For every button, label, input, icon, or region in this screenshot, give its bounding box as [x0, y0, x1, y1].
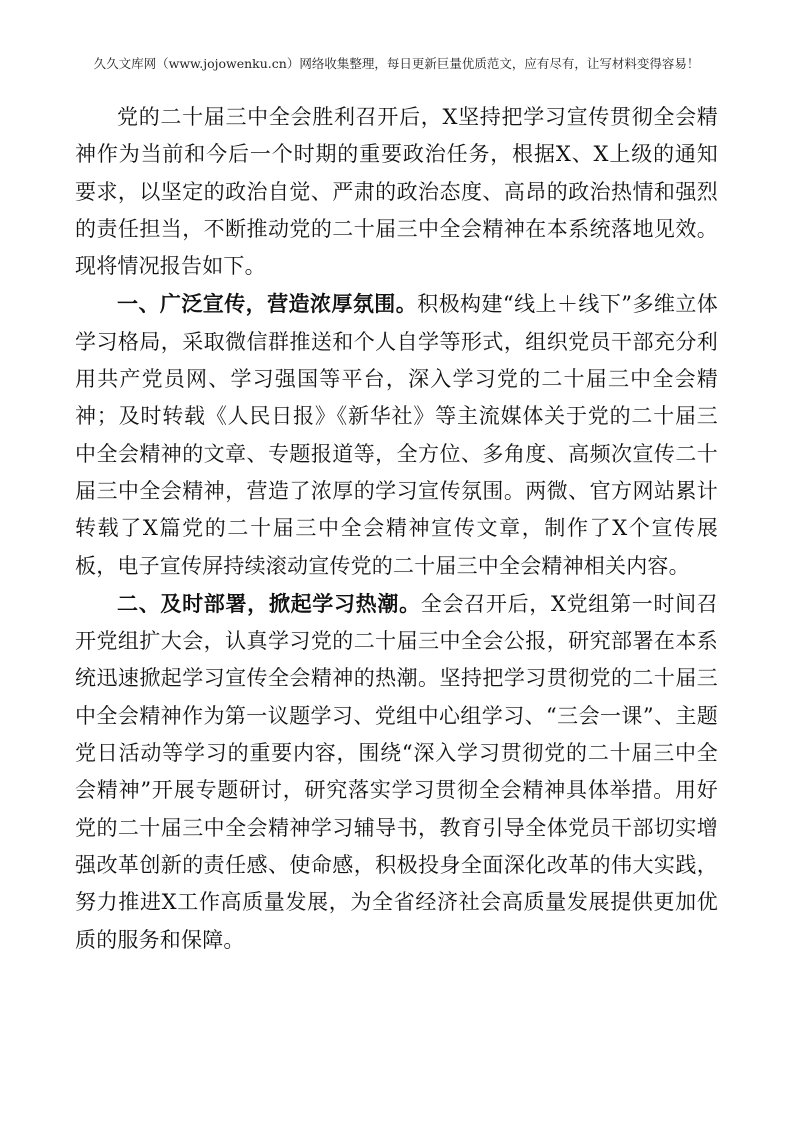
section-2-text: 全会召开后，X党组第一时间召开党组扩大会，认真学习党的二十届三中全会公报，研究部署在本系统迅速掀起学习宣传全会精神的热潮。坚持把学习贯彻党的二十届三中全会精神作为第一议题学习、党组中心组学习、“三会一课”、主题党日活动等学习的重要内容，围绕“深入学习贯彻党的二十届三中全会精神”开展专题研讨，研究落实学习贯彻全会精神具体举措。用好党的二十届三中全会精神学习辅导书，教育引导全体党员干部切实增强改革创新的责任感、使命感，积极投身全面深化改革的伟大实践，努力推进X工作高质量发展，为全省经济社会高质量发展提供更加优质的服务和保障。 — [75, 591, 719, 952]
document-body — [75, 98, 718, 959]
section-1-text: 积极构建“线上＋线下”多维立体学习格局，采取微信群推送和个人自学等形式，组织党员干部充分利用共产党员网、学习强国等平台，深入学习党的二十届三中全会精神；及时转载《人民日报》《新华社》等主流媒体关于党的二十届三中全会精神的文章、专题报道等，全方位、多角度、高频次宣传二十届三中全会精神，营造了浓厚的学习宣传氛围。两微、官方网站累计转载了X篇党的二十届三中全会精神宣传文章，制作了X个宣传展板，电子宣传屏持续滚动宣传党的二十届三中全会精神相关内容。 — [75, 292, 718, 578]
paragraph-text: 党的二十届三中全会胜利召开后，X坚持把学习宣传贯彻全会精神作为当前和今后一个时期的重要政治任务，根据X、X上级的通知要求，以坚定的政治自觉、严肃的政治态度、高昂的政治热情和强烈的责任担当，不断推动党的二十届三中全会精神在本系统落地见效。现将情况报告如下。 — [75, 105, 718, 279]
section-2-heading: 二、及时部署，掀起学习热潮。 — [117, 590, 421, 616]
section-1-heading: 一、广泛宣传，营造浓厚氛围。 — [117, 291, 418, 317]
page-header: 久久文库网（www.jojowenku.cn）网络收集整理，每日更新巨量优质范文，应有尽有，让写材料变得容易！ — [93, 56, 700, 71]
section-2-paragraph — [75, 585, 718, 959]
section-1-paragraph — [75, 285, 718, 584]
intro-paragraph — [75, 98, 718, 285]
